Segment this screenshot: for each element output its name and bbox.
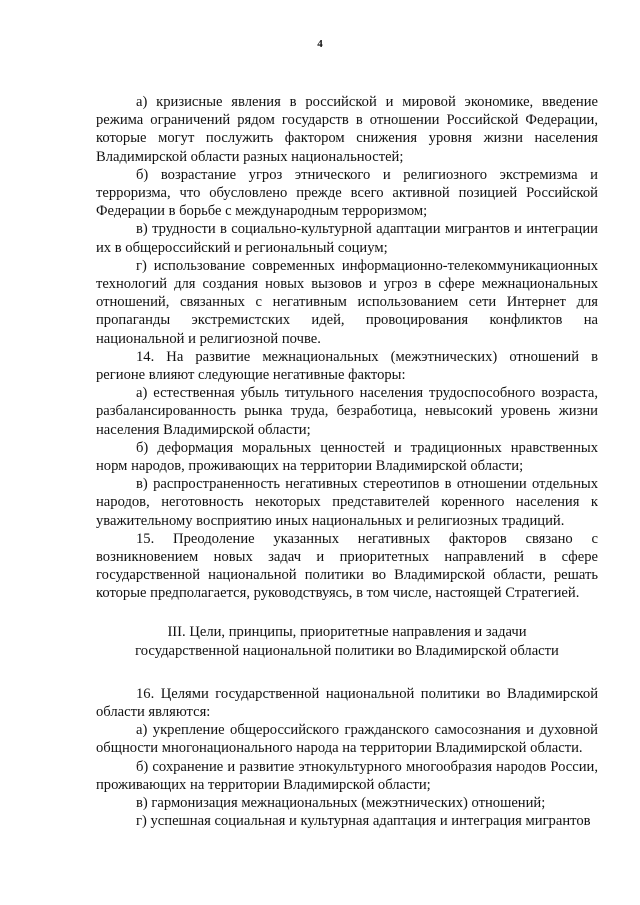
paragraph-16c: в) гармонизация межнациональных (межэтнических) отношений;	[136, 794, 546, 811]
paragraph-16b: б) сохранение и развитие этнокультурного многообразия народов России, проживающих на территории Владимирской области;	[96, 758, 598, 793]
paragraph-14b: б) деформация моральных ценностей и традиционных нравственных норм народов, проживающих на территории Владимирской области;	[96, 439, 598, 475]
paragraph-16d: г) успешная социальная и культурная адаптация и интеграция мигрантов	[136, 813, 591, 830]
section-heading	[96, 623, 598, 661]
paragraph-14c: в) распространенность негативных стереотипов в отношении отдельных народов, неготовность некоторых представителей коренного населения к уважительному восприятию иных национальных и религиозных традиций.	[96, 476, 598, 529]
section-heading-line-2: государственной национальной политики во Владимирской области	[135, 642, 559, 659]
paragraph-15: 15. Преодоление указанных негативных факторов связано с возникновением новых задач и приоритетных направлений в сфере государственной национальной политики во Владимирской области, решать которые предполагается, руководствуясь, в том числе, настоящей Стратегией.	[96, 530, 598, 602]
paragraph-13c: в) трудности в социально-культурной адаптации мигрантов и интеграции их в общероссийский и региональный социум;	[96, 221, 598, 256]
paragraph-16: 16. Целями государственной национальной политики во Владимирской области являются:	[96, 685, 598, 720]
paragraph-16a: а) укрепление общероссийского гражданского самосознания и духовной общности многонационального народа на территории Владимирской области.	[96, 722, 598, 757]
paragraph-14a: а) естественная убыль титульного населения трудоспособного возраста, разбалансированность рынка труда, безработица, невысокий уровень жизни населения Владимирской области;	[96, 385, 598, 438]
paragraph-13a: а) кризисные явления в российской и мировой экономике, введение режима ограничений рядом государств в отношении Российской Федерации, которые могут послужить фактором снижения уровня жизни населения Владимирской области разных национальностей;	[96, 94, 598, 165]
paragraph-13d: г) использование современных информационно-телекоммуникационных технологий для создания новых вызовов и угроз в сфере межнациональных отношений, связанных с негативным использованием сети Интернет для пропаганды экстремистских идей, провоцирования конфликтов на национальной и религиозной почве.	[96, 257, 598, 347]
page-number: 4	[317, 38, 323, 50]
paragraph-13b: б) возрастание угроз этнического и религиозного экстремизма и терроризма, что обусловлено прежде всего активной позицией Российской Федерации в борьбе с международным терроризмом;	[96, 166, 598, 220]
document-body	[96, 93, 598, 830]
section-heading-line-1: III. Цели, принципы, приоритетные направления и задачи	[167, 623, 527, 640]
paragraph-14: 14. На развитие межнациональных (межэтнических) отношений в регионе влияют следующие негативные факторы:	[96, 348, 598, 384]
